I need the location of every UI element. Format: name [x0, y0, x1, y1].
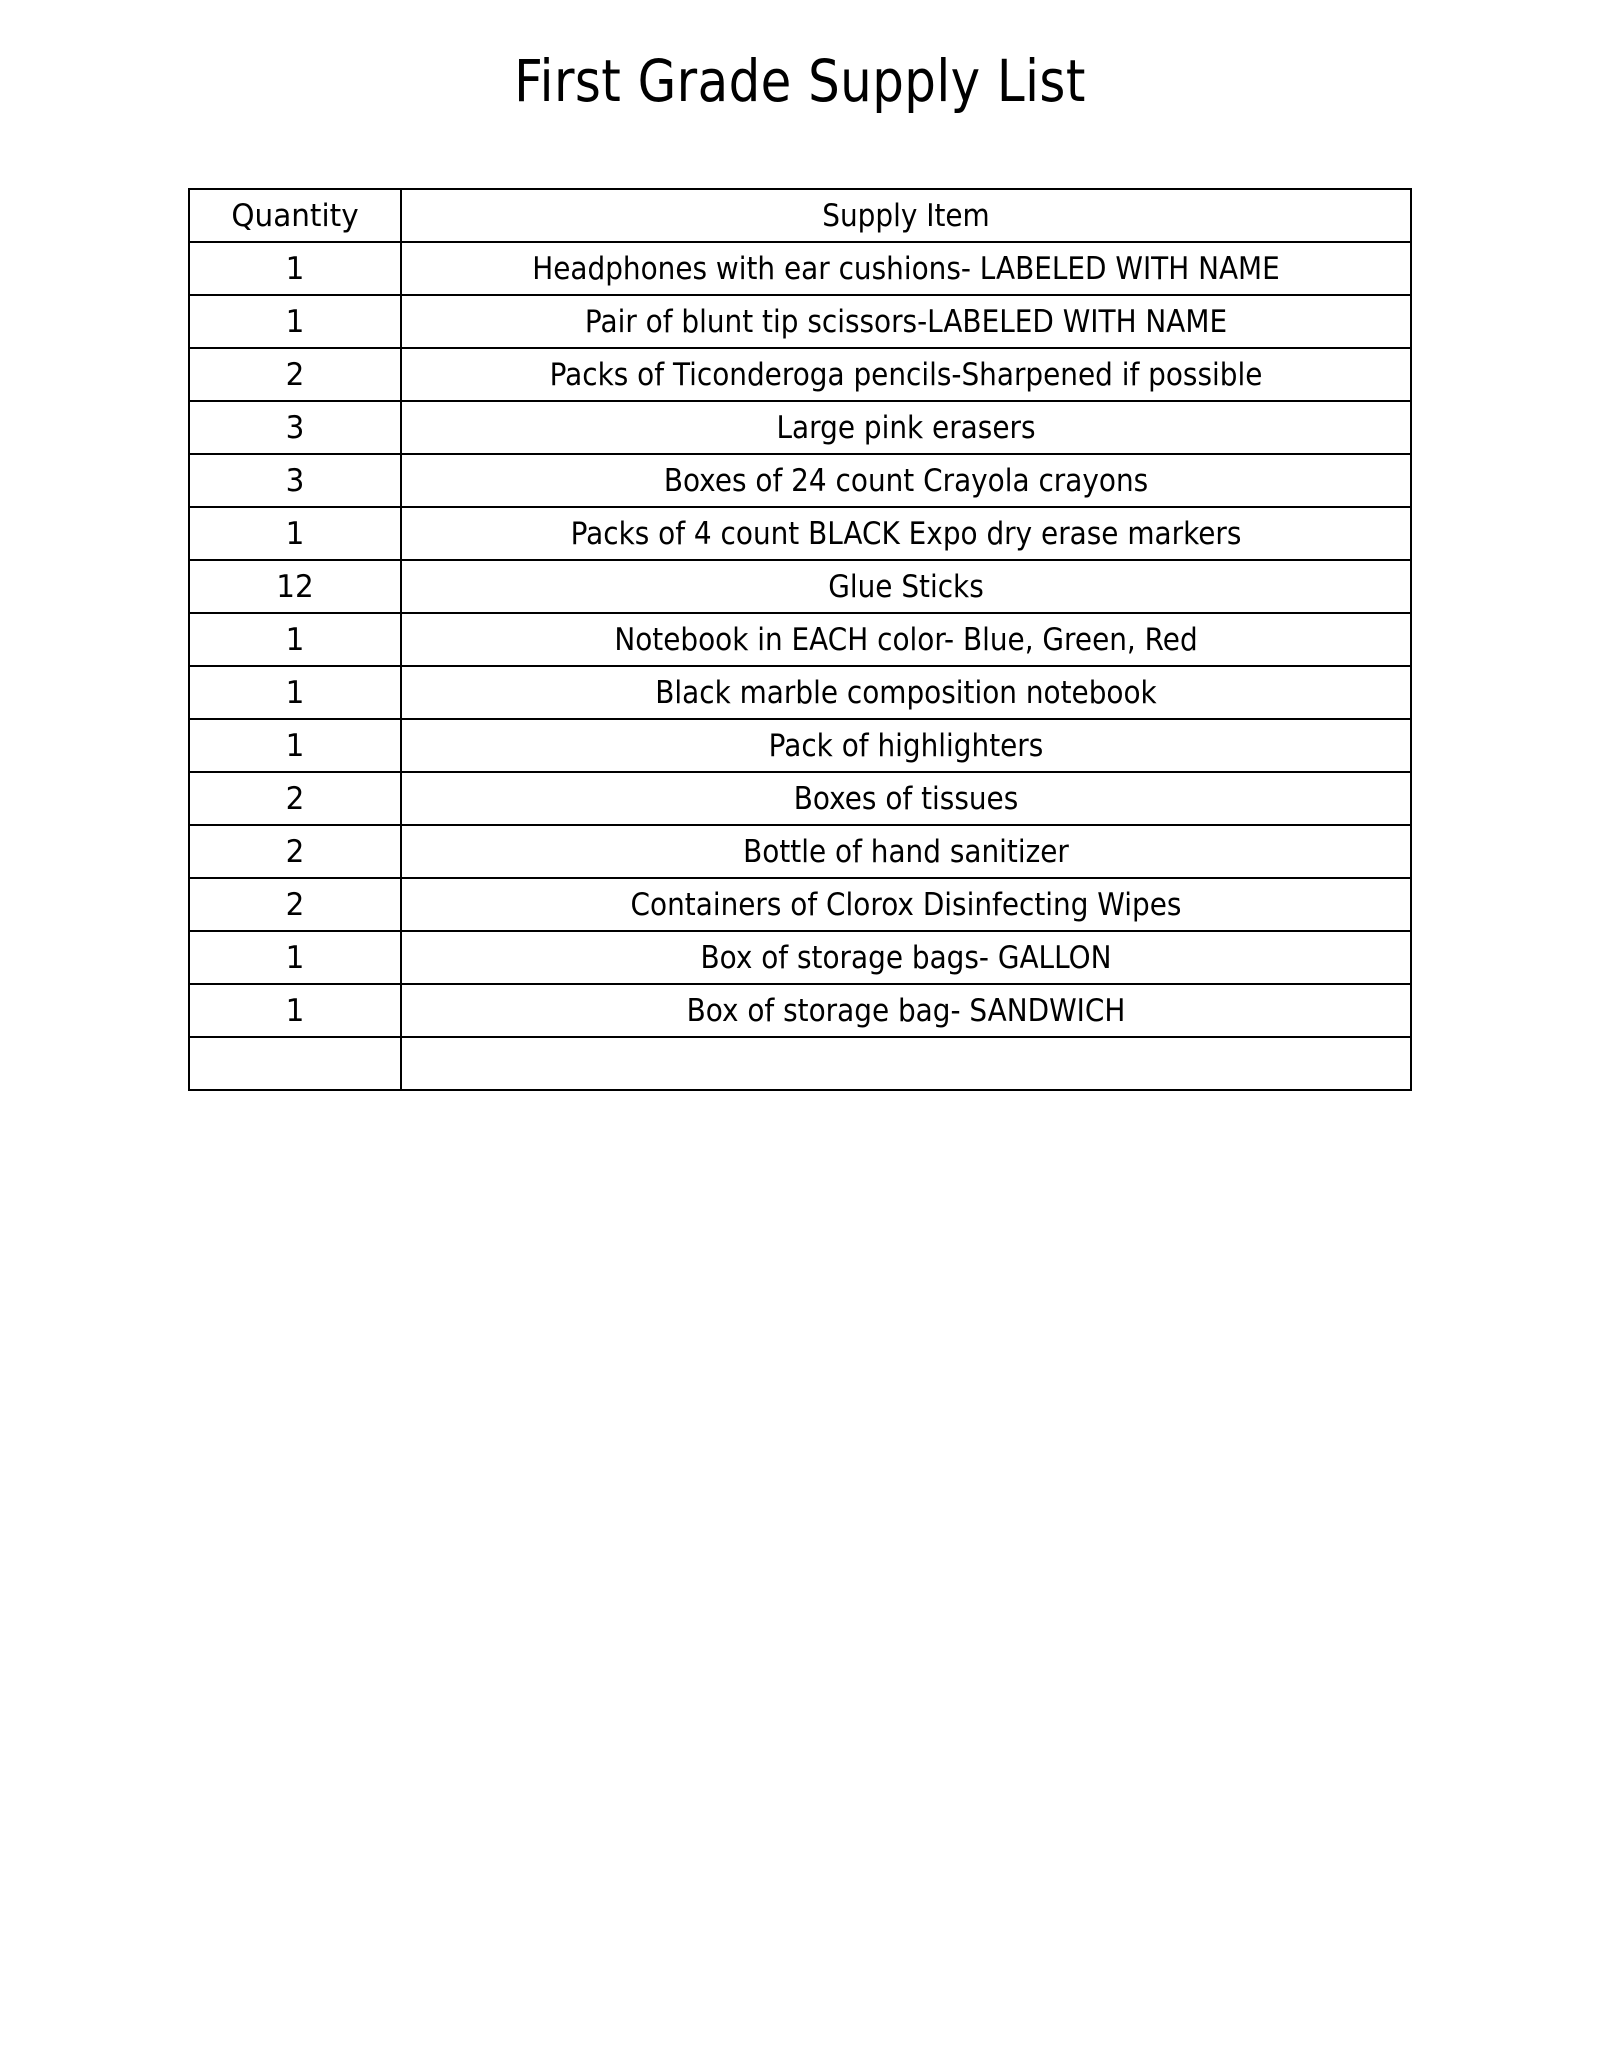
cell-supply-item-value: Pair of blunt tip scissors-LABELED WITH NAME: [584, 303, 1228, 340]
table-header: [189, 189, 1411, 242]
cell-supply-item-value: Large pink erasers: [776, 409, 1036, 446]
table-row: [189, 772, 1411, 825]
cell-supply-item-value: Containers of Clorox Disinfecting Wipes: [630, 886, 1182, 923]
column-header-quantity-label: Quantity: [231, 197, 359, 234]
table-row: [189, 666, 1411, 719]
cell-quantity-value: 2: [285, 886, 305, 923]
cell-supply-item: [401, 454, 1411, 507]
cell-supply-item: [401, 560, 1411, 613]
table-header-row: [189, 189, 1411, 242]
cell-supply-item-value: Boxes of 24 count Crayola crayons: [663, 462, 1149, 499]
cell-quantity-value: 3: [285, 462, 305, 499]
table-row: [189, 348, 1411, 401]
cell-quantity: [189, 931, 401, 984]
cell-quantity: [189, 1037, 401, 1090]
table-row: [189, 401, 1411, 454]
cell-supply-item-value: Box of storage bag- SANDWICH: [686, 992, 1126, 1029]
cell-supply-item-value: Pack of highlighters: [768, 727, 1044, 764]
table-row: [189, 454, 1411, 507]
table-row: [189, 931, 1411, 984]
cell-quantity-value: 1: [285, 939, 305, 976]
column-header-quantity: [189, 189, 401, 242]
cell-quantity-value: 12: [276, 568, 314, 605]
cell-quantity-value: 3: [285, 409, 305, 446]
cell-quantity: [189, 666, 401, 719]
table-row: [189, 560, 1411, 613]
cell-supply-item: [401, 613, 1411, 666]
cell-supply-item: [401, 1037, 1411, 1090]
cell-quantity: [189, 719, 401, 772]
cell-supply-item-value: Boxes of tissues: [793, 780, 1019, 817]
cell-quantity: [189, 825, 401, 878]
cell-supply-item-value: Headphones with ear cushions- LABELED WITH NAME: [532, 250, 1280, 287]
cell-supply-item: [401, 666, 1411, 719]
cell-quantity-value: 1: [285, 727, 305, 764]
table-row: [189, 242, 1411, 295]
cell-quantity-value: 1: [285, 621, 305, 658]
table-row: [189, 719, 1411, 772]
cell-quantity-value: 1: [285, 674, 305, 711]
cell-supply-item: [401, 984, 1411, 1037]
cell-supply-item: [401, 825, 1411, 878]
table-row: [189, 507, 1411, 560]
cell-supply-item-value: Box of storage bags- GALLON: [700, 939, 1112, 976]
cell-supply-item: [401, 295, 1411, 348]
cell-supply-item: [401, 931, 1411, 984]
table-row: [189, 878, 1411, 931]
column-header-supply-item-label: Supply Item: [822, 197, 990, 234]
cell-supply-item-value: Notebook in EACH color- Blue, Green, Red: [614, 621, 1198, 658]
table-body: [189, 242, 1411, 1090]
cell-supply-item: [401, 401, 1411, 454]
cell-quantity-value: 2: [285, 833, 305, 870]
cell-quantity-value: 1: [285, 250, 305, 287]
cell-quantity-value: 2: [285, 780, 305, 817]
cell-quantity: [189, 242, 401, 295]
cell-supply-item: [401, 772, 1411, 825]
cell-supply-item: [401, 719, 1411, 772]
supply-list-table: [188, 188, 1412, 1091]
table-row: [189, 295, 1411, 348]
cell-quantity: [189, 454, 401, 507]
cell-supply-item-value: Packs of Ticonderoga pencils-Sharpened if possible: [549, 356, 1263, 393]
cell-supply-item: [401, 507, 1411, 560]
cell-quantity-value: 1: [285, 303, 305, 340]
supply-list-table-container: [188, 188, 1410, 1091]
cell-quantity: [189, 401, 401, 454]
cell-supply-item-value: Bottle of hand sanitizer: [743, 833, 1069, 870]
cell-quantity-value: 1: [285, 992, 305, 1029]
cell-quantity: [189, 878, 401, 931]
cell-supply-item: [401, 242, 1411, 295]
cell-quantity: [189, 772, 401, 825]
cell-quantity: [189, 507, 401, 560]
cell-quantity-value: 1: [285, 515, 305, 552]
cell-quantity: [189, 348, 401, 401]
cell-supply-item: [401, 348, 1411, 401]
cell-supply-item-value: Glue Sticks: [828, 568, 984, 605]
table-row: [189, 613, 1411, 666]
cell-supply-item-value: Packs of 4 count BLACK Expo dry erase markers: [570, 515, 1242, 552]
cell-quantity: [189, 295, 401, 348]
cell-quantity: [189, 984, 401, 1037]
cell-quantity: [189, 560, 401, 613]
cell-quantity: [189, 613, 401, 666]
cell-quantity-value: 2: [285, 356, 305, 393]
table-row: [189, 984, 1411, 1037]
table-row-empty: [189, 1037, 1411, 1090]
cell-supply-item-value: Black marble composition notebook: [655, 674, 1157, 711]
page-title: First Grade Supply List: [514, 47, 1086, 115]
table-row: [189, 825, 1411, 878]
cell-supply-item: [401, 878, 1411, 931]
column-header-supply-item: [401, 189, 1411, 242]
